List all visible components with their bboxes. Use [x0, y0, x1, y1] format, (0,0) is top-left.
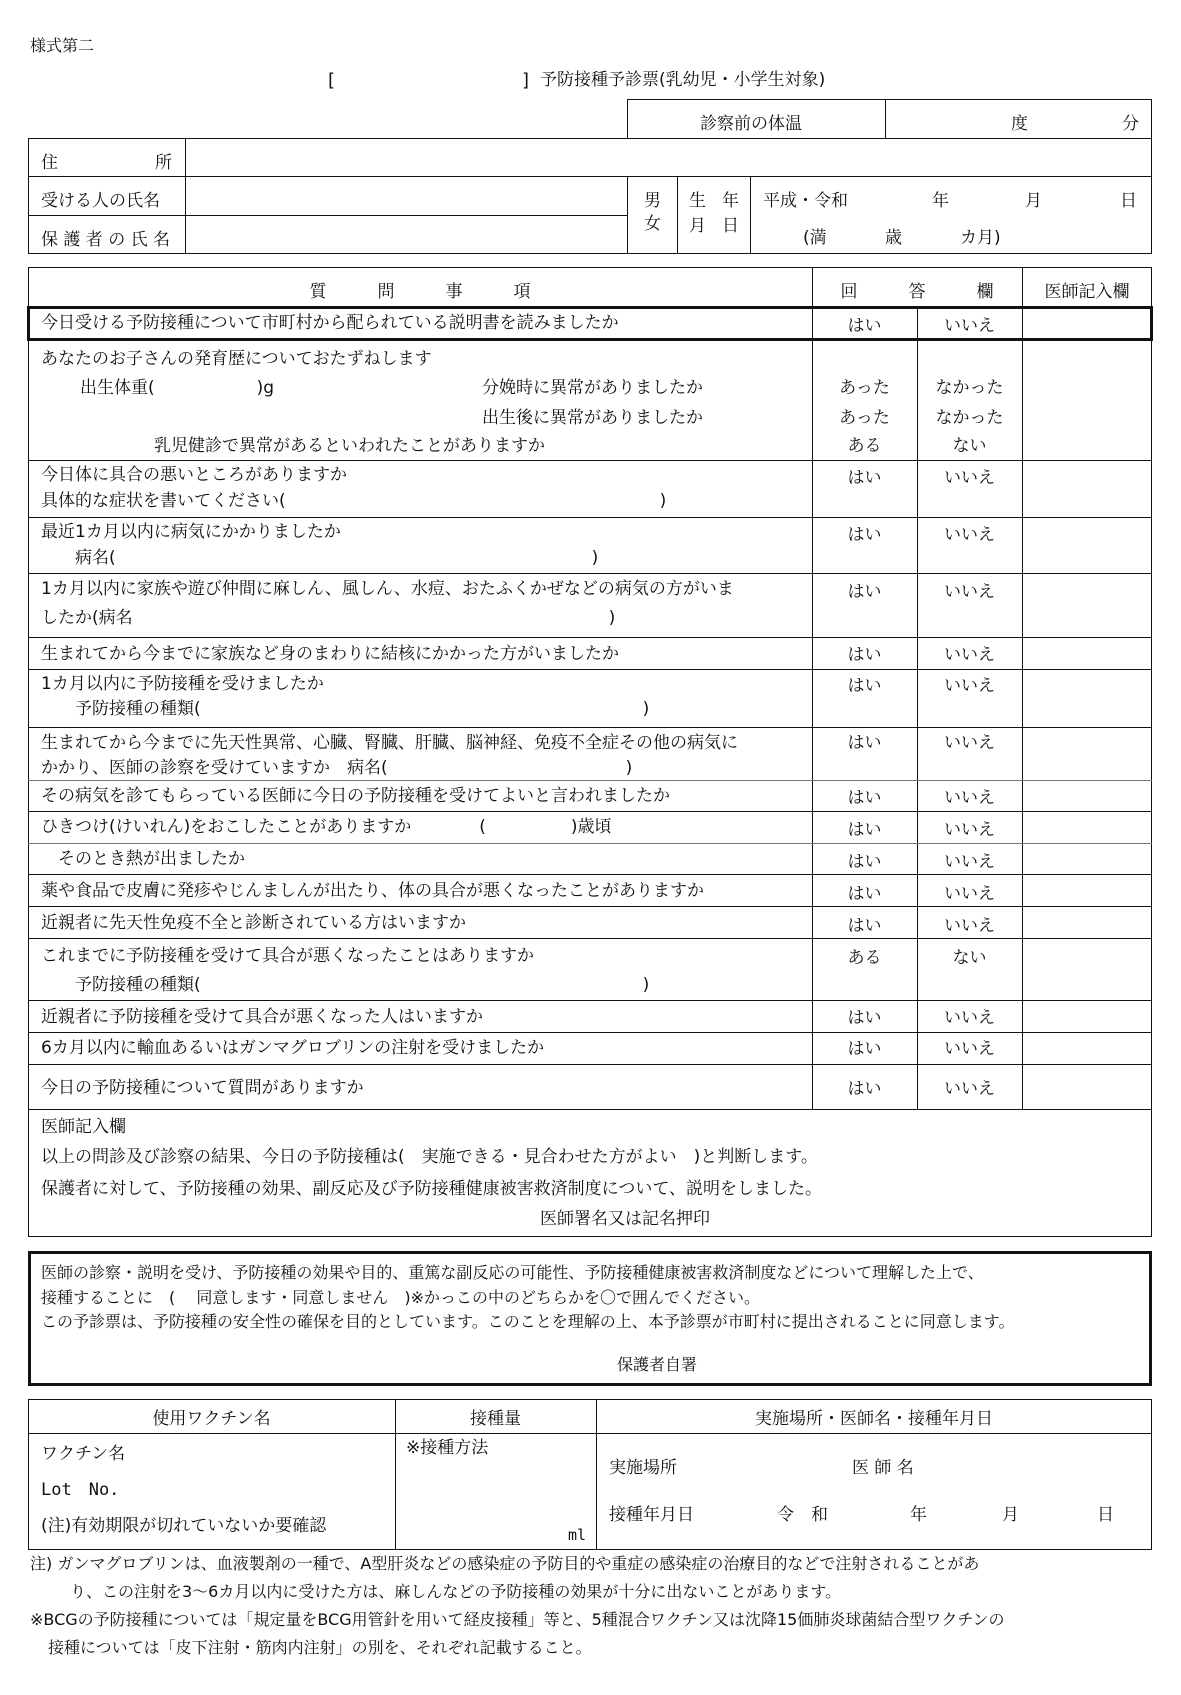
age-label: (満	[803, 228, 827, 248]
sex-option-male[interactable]: 男	[644, 191, 661, 211]
question-detail: 具体的な症状を書いてください( )	[41, 491, 667, 511]
vaccine-header-name: 使用ワクチン名	[152, 1409, 271, 1429]
answer-yes[interactable]: はい	[847, 582, 882, 602]
header-answer: 回 答 欄	[840, 282, 994, 302]
birthdate-label: 月	[689, 216, 706, 236]
question-text: 生まれてから今までに先天性異常、心臓、腎臓、肝臓、脳神経、免疫不全症その他の病気に	[41, 733, 738, 753]
injection-method-label: ※接種方法	[406, 1438, 489, 1458]
divider	[917, 307, 918, 1110]
guardian-name-label: 保 護 者 の 氏 名	[41, 230, 171, 250]
question-text: その病気を診てもらっている医師に今日の予防接種を受けてよいと言われましたか	[41, 786, 670, 806]
note-bcg-2: 接種については「皮下注射・筋肉内注射」の別を、それぞれ記載すること。	[48, 1638, 592, 1657]
question-text: 乳児健診で異常があるといわれたことがありますか	[154, 436, 545, 456]
divider	[28, 517, 1152, 518]
doctor-name-input[interactable]	[940, 1452, 1145, 1480]
lot-number-label: Lot No.	[41, 1480, 120, 1500]
answer-yes[interactable]: ある	[847, 436, 882, 456]
answer-no[interactable]: いいえ	[944, 645, 995, 665]
temperature-degree-unit: 度	[1011, 114, 1028, 134]
doctor-judgment-text[interactable]: 以上の問診及び診察の結果、今日の予防接種は( 実施できる・見合わせた方がよい )と判断します。	[41, 1147, 818, 1167]
dose-input[interactable]	[400, 1462, 590, 1522]
divider	[28, 843, 1152, 844]
divider	[28, 669, 1152, 670]
date-year-unit: 年	[910, 1505, 927, 1525]
expiry-note: (注)有効期限が切れていないか要確認	[41, 1516, 327, 1536]
answer-no[interactable]: いいえ	[944, 788, 995, 808]
answer-no[interactable]: いいえ	[944, 1079, 995, 1099]
place-label: 実施場所	[609, 1458, 677, 1478]
note-gammaglobulin-2: り、この注射を3～6カ月以内に受けた方は、麻しんなどの予防接種の効果が十分に出ないことがあります。	[70, 1582, 842, 1601]
question-text: そのとき熱が出ましたか	[41, 849, 245, 869]
answer-yes[interactable]: はい	[847, 1039, 882, 1059]
answer-yes[interactable]: はい	[847, 645, 882, 665]
answer-yes[interactable]: あった	[839, 378, 890, 398]
divider	[627, 176, 628, 254]
answer-yes[interactable]: はい	[847, 916, 882, 936]
sex-option-female[interactable]: 女	[644, 214, 661, 234]
lot-number-input[interactable]	[130, 1476, 390, 1504]
birth-weight-label: 出生体重( )g	[80, 378, 275, 398]
vaccine-type-blank-field[interactable]	[340, 70, 520, 92]
doctor-signature-label: 医師署名又は記名押印	[540, 1209, 710, 1229]
doctor-section-title: 医師記入欄	[41, 1117, 126, 1137]
answer-no[interactable]: いいえ	[944, 820, 995, 840]
question-detail: 予防接種の種類( )	[41, 975, 650, 995]
header-question: 質 問 事 項	[309, 282, 531, 302]
divider	[28, 906, 1152, 907]
birthdate-label: 生	[689, 191, 706, 211]
question-text: 1カ月以内に家族や遊び仲間に麻しん、風しん、水痘、おたふくかぜなどの病気の方がいま	[41, 579, 734, 599]
consent-choice-text[interactable]: 接種することに ( 同意します・同意しません )※かっこの中のどちらかを〇で囲んでください。	[41, 1288, 760, 1307]
divider	[750, 176, 751, 254]
answer-yes[interactable]: はい	[847, 468, 882, 488]
answer-yes[interactable]: はい	[847, 525, 882, 545]
answer-yes[interactable]: はい	[847, 733, 882, 753]
divider	[185, 138, 186, 254]
question-detail: 病名( )	[41, 548, 599, 568]
answer-no[interactable]: いいえ	[944, 1008, 995, 1028]
birth-day-unit: 日	[1120, 191, 1137, 211]
question-detail: 予防接種の種類( )	[41, 699, 650, 719]
divider	[28, 176, 1152, 177]
divider	[677, 176, 678, 254]
answer-no[interactable]: いいえ	[944, 468, 995, 488]
answer-yes[interactable]: はい	[847, 676, 882, 696]
consent-text-3: この予診票は、予防接種の安全性の確保を目的としています。このことを理解の上、本予診票が市町村に提出されることに同意します。	[41, 1312, 1015, 1331]
title-bracket-open: [	[328, 70, 336, 91]
note-gammaglobulin-1: 注) ガンマグロブリンは、血液製剤の一種で、A型肝炎などの感染症の予防目的や重症の感染症の治療目的などで注射されることがあ	[30, 1554, 980, 1573]
vaccine-header-dose: 接種量	[470, 1409, 521, 1429]
question-text: 今日受ける予防接種について市町村から配られている説明書を読みましたか	[41, 313, 619, 333]
temperature-label: 診察前の体温	[700, 114, 802, 134]
address-label: 所	[155, 153, 172, 173]
note-bcg-1: ※BCGの予防接種については「規定量をBCG用管針を用いて経皮接種」等と、5種混合ワクチン又は沈降15価肺炎球菌結合型ワクチンの	[30, 1610, 1005, 1629]
question-text: 分娩時に異常がありましたか	[482, 378, 703, 398]
vaccine-header-place: 実施場所・医師名・接種年月日	[755, 1409, 993, 1429]
divider	[28, 1433, 1152, 1434]
date-label: 接種年月日	[609, 1505, 694, 1525]
address-input[interactable]	[190, 141, 1148, 173]
vaccine-name-input[interactable]	[160, 1440, 390, 1468]
guardian-signature-label: 保護者自署	[617, 1355, 698, 1374]
title-bracket-close: ]	[522, 70, 530, 91]
divider	[885, 99, 886, 139]
question-text: あなたのお子さんの発育歴についておたずねします	[41, 349, 432, 369]
divider	[1022, 267, 1023, 1110]
question-text: 生まれてから今までに家族など身のまわりに結核にかかった方がいましたか	[41, 644, 619, 664]
date-month-unit: 月	[1002, 1505, 1019, 1525]
divider	[28, 460, 1152, 461]
divider	[28, 811, 1152, 812]
answer-no[interactable]: いいえ	[944, 316, 995, 336]
answer-yes[interactable]: はい	[847, 884, 882, 904]
birthdate-label: 日	[722, 216, 739, 236]
recipient-name-label: 受ける人の氏名	[41, 191, 160, 211]
question-detail: したか(病名 )	[41, 608, 616, 628]
answer-no[interactable]: なかった	[935, 408, 1004, 428]
answer-yes[interactable]: あった	[839, 408, 890, 428]
divider	[28, 780, 1152, 781]
header-doctor: 医師記入欄	[1044, 282, 1130, 302]
divider	[28, 215, 628, 216]
answer-yes[interactable]: はい	[847, 316, 882, 336]
divider	[28, 727, 1152, 728]
question-text: 出生後に異常がありましたか	[482, 408, 703, 428]
question-text: 1カ月以内に予防接種を受けましたか	[41, 674, 324, 694]
page-title: 予防接種予診票(乳幼児・小学生対象)	[540, 70, 826, 90]
answer-no[interactable]: いいえ	[944, 916, 995, 936]
doctor-notes-column[interactable]	[1025, 342, 1149, 1107]
temperature-minute-unit: 分	[1122, 114, 1139, 134]
question-text: 今日の予防接種について質問がありますか	[41, 1078, 364, 1098]
birth-month-unit: 月	[1025, 191, 1042, 211]
answer-yes[interactable]: はい	[847, 820, 882, 840]
answer-no[interactable]: いいえ	[944, 582, 995, 602]
doctor-explanation-text: 保護者に対して、予防接種の効果、副反応及び予防接種健康被害救済制度について、説明をしました。	[41, 1179, 822, 1199]
address-label: 住	[41, 153, 58, 173]
temperature-minute-field[interactable]	[1035, 102, 1115, 136]
birth-year-unit: 年	[932, 191, 949, 211]
answer-yes[interactable]: はい	[847, 852, 882, 872]
age-years-unit: 歳	[885, 228, 902, 248]
question-text: 6カ月以内に輸血あるいはガンマグロブリンの注射を受けましたか	[41, 1038, 545, 1058]
divider	[28, 938, 1152, 939]
question-text: 最近1カ月以内に病気にかかりましたか	[41, 522, 341, 542]
divider	[28, 1000, 1152, 1001]
answer-no[interactable]: いいえ	[944, 525, 995, 545]
birthdate-label: 年	[722, 191, 739, 211]
dose-unit: ml	[568, 1526, 587, 1544]
temperature-degree-field[interactable]	[890, 102, 1005, 136]
doctor-signature-field[interactable]	[720, 1206, 1140, 1232]
answer-yes[interactable]: はい	[847, 1008, 882, 1028]
answer-no[interactable]: いいえ	[944, 733, 995, 753]
guardian-name-input[interactable]	[190, 218, 622, 251]
divider	[28, 1032, 1152, 1033]
answer-no[interactable]: いいえ	[944, 676, 995, 696]
guardian-signature-field[interactable]	[720, 1350, 1140, 1378]
answer-yes[interactable]: はい	[847, 1079, 882, 1099]
question-text: ひきつけ(けいれん)をおこしたことがありますか ( )歳頃	[41, 817, 612, 837]
divider	[28, 637, 1152, 638]
vaccine-name-label: ワクチン名	[41, 1444, 126, 1464]
place-input[interactable]	[690, 1452, 840, 1480]
consent-text-1: 医師の診察・説明を受け、予防接種の効果や目的、重篤な副反応の可能性、予防接種健康被害救済制度などについて理解した上で、	[41, 1263, 984, 1282]
recipient-name-input[interactable]	[190, 179, 622, 212]
date-era: 令 和	[777, 1505, 828, 1525]
answer-no[interactable]: ない	[952, 948, 987, 968]
divider	[28, 1064, 1152, 1065]
answer-no[interactable]: ない	[952, 436, 987, 456]
doctor-name-label: 医 師 名	[852, 1458, 914, 1478]
question-text: 近親者に予防接種を受けて具合が悪くなった人はいますか	[41, 1007, 483, 1027]
question-text: 近親者に先天性免疫不全と診断されている方はいますか	[41, 913, 466, 933]
answer-no[interactable]: なかった	[935, 378, 1004, 398]
answer-yes[interactable]: はい	[847, 788, 882, 808]
date-day-unit: 日	[1097, 1505, 1114, 1525]
answer-no[interactable]: いいえ	[944, 1039, 995, 1059]
question-detail: かかり、医師の診察を受けていますか 病名( )	[41, 758, 633, 778]
form-number: 様式第二	[30, 36, 95, 55]
question-text: これまでに予防接種を受けて具合が悪くなったことはありますか	[41, 946, 534, 966]
answer-no[interactable]: いいえ	[944, 852, 995, 872]
answer-yes[interactable]: ある	[847, 948, 882, 968]
era-options[interactable]: 平成・令和	[763, 191, 848, 211]
divider	[28, 874, 1152, 875]
answer-no[interactable]: いいえ	[944, 884, 995, 904]
question-text: 今日体に具合の悪いところがありますか	[41, 465, 347, 485]
question-text: 薬や食品で皮膚に発疹やじんましんが出たり、体の具合が悪くなったことがありますか	[41, 881, 704, 901]
age-months-unit: カ月)	[960, 228, 1001, 248]
divider	[28, 573, 1152, 574]
